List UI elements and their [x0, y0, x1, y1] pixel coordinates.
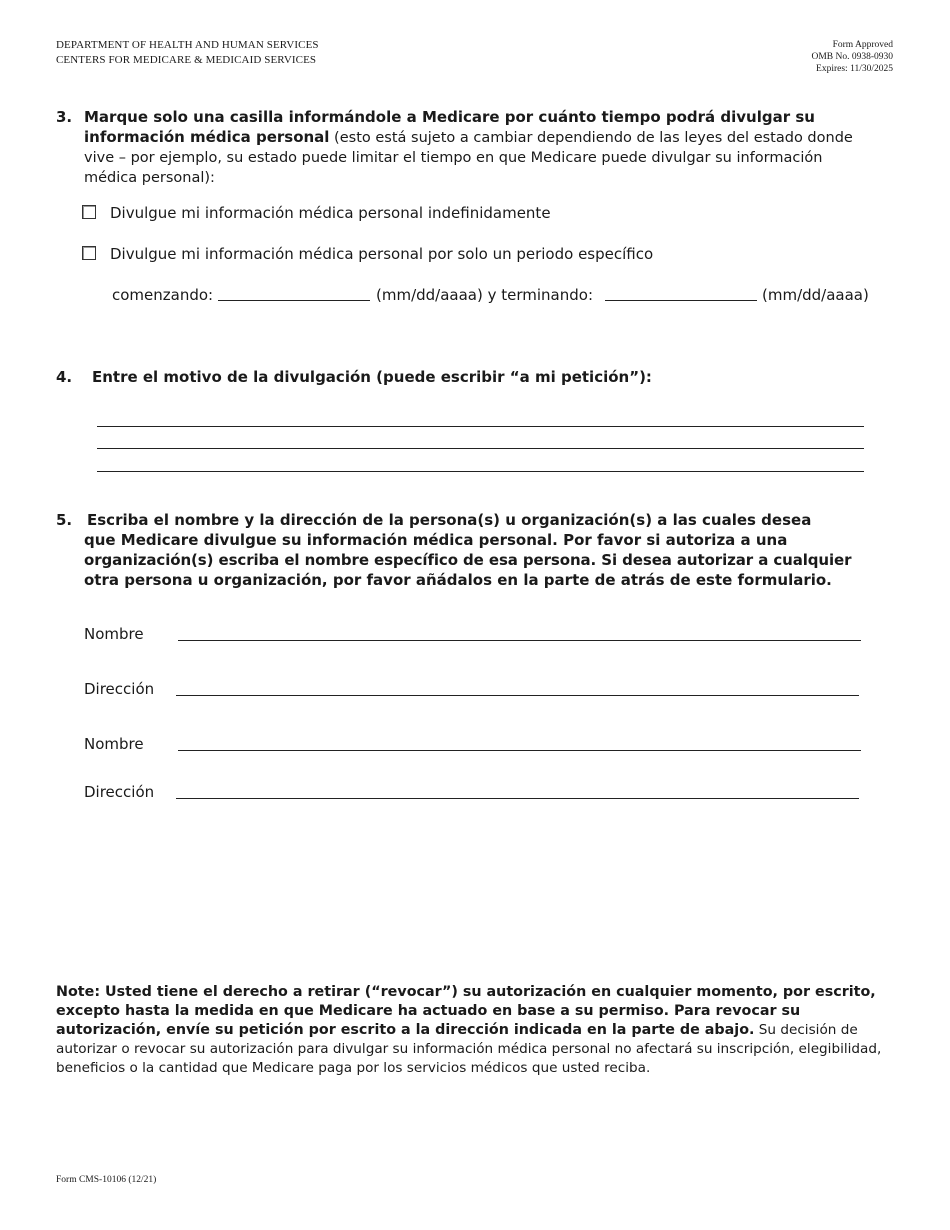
- form-approved: Form Approved: [832, 40, 893, 50]
- indefinite-checkbox[interactable]: [82, 205, 96, 219]
- q5-line3: organización(s) escriba el nombre específico de esa persona. Si desea autorizar a cualquier: [84, 551, 852, 569]
- option-specific-label: Divulgue mi información médica personal por solo un periodo específico: [110, 245, 654, 263]
- note-bold: Note: Usted tiene el derecho a retirar (“revocar”) su autorización en cualquier momento, por escrito, excepto hasta la medida en que Medicare ha actuado en base a su permiso. Para revocar su autorización, envíe su petición por escrito a la dirección indicada en la parte de abajo.: [56, 984, 876, 1038]
- name-label-2: Nombre: [84, 735, 144, 753]
- q3-bold-line2: información médica personal: [84, 128, 330, 146]
- agency-header: [56, 38, 319, 68]
- address-field-2[interactable]: [176, 798, 859, 799]
- note-regular: Su decisión de autorizar o revocar su autorización para divulgar su información médica personal no afectará su inscripción, elegibilidad, beneficios o la cantidad que Medicare paga por los servicios médicos que usted reciba.: [56, 1022, 882, 1076]
- q5-number: 5.: [56, 511, 73, 529]
- name-field-2[interactable]: [178, 750, 861, 751]
- reason-line-1[interactable]: [97, 426, 864, 427]
- question-4: [56, 367, 896, 387]
- reason-line-2[interactable]: [97, 448, 864, 449]
- option-indefinite-label: Divulgue mi información médica personal indefinidamente: [110, 204, 551, 222]
- end-date-field[interactable]: [605, 300, 757, 301]
- q5-line4: otra persona u organización, por favor añádalos en la parte de atrás de este formulario.: [84, 571, 832, 589]
- q3-line3: vive – por ejemplo, su estado puede limitar el tiempo en que Medicare puede divulgar su información: [84, 150, 823, 166]
- date-format-1: (mm/dd/aaaa) y terminando:: [376, 286, 594, 304]
- dept-line-1: DEPARTMENT OF HEALTH AND HUMAN SERVICES: [56, 39, 319, 51]
- q3-bold-line1: Marque solo una casilla informándole a Medicare por cuánto tiempo podrá divulgar su: [84, 108, 815, 126]
- address-label-1: Dirección: [84, 680, 155, 698]
- name-field-1[interactable]: [178, 640, 861, 641]
- omb-number: OMB No. 0938-0930: [811, 52, 893, 62]
- form-number: Form CMS-10106 (12/21): [56, 1175, 157, 1185]
- q5-line2: que Medicare divulgue su información médica personal. Por favor si autoriza a una: [84, 531, 788, 549]
- name-label-1: Nombre: [84, 625, 144, 643]
- specific-period-checkbox[interactable]: [82, 246, 96, 260]
- expiration-date: Expires: 11/30/2025: [816, 64, 893, 74]
- q4-text: Entre el motivo de la divulgación (puede escribir “a mi petición”):: [92, 368, 652, 386]
- q4-number: 4.: [56, 368, 73, 386]
- revocation-note: [56, 983, 896, 1078]
- address-label-2: Dirección: [84, 783, 155, 801]
- date-format-2: (mm/dd/aaaa): [762, 286, 869, 304]
- q3-rest-line2: (esto está sujeto a cambiar dependiendo de las leyes del estado donde: [329, 130, 853, 146]
- start-label: comenzando:: [112, 286, 214, 304]
- q3-line4: médica personal):: [84, 170, 215, 186]
- q5-line1: Escriba el nombre y la dirección de la persona(s) u organización(s) a las cuales desea: [87, 511, 812, 529]
- dept-line-2: CENTERS FOR MEDICARE & MEDICAID SERVICES: [56, 54, 317, 66]
- omb-header: [811, 39, 893, 75]
- question-5: [56, 510, 906, 590]
- address-field-1[interactable]: [176, 695, 859, 696]
- start-date-field[interactable]: [218, 300, 370, 301]
- q3-number: 3.: [56, 108, 73, 126]
- reason-line-3[interactable]: [97, 471, 864, 472]
- question-3: [56, 107, 896, 188]
